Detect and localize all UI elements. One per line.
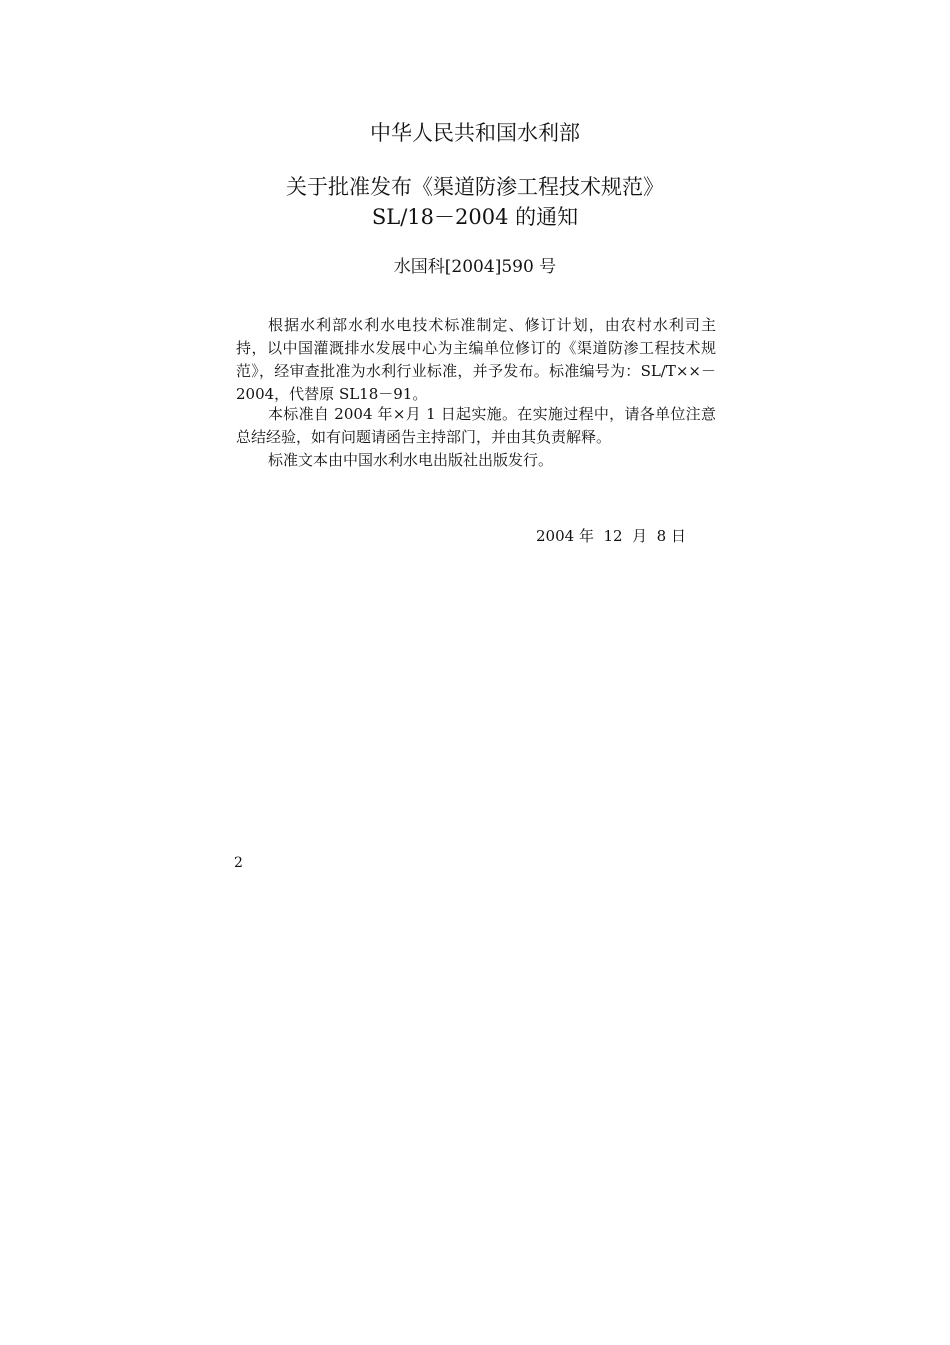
notice-title-line-2: SL/18－2004 的通知 xyxy=(371,205,579,229)
paragraph-text: 标准文本由中国水利水电出版社出版发行。 xyxy=(268,451,554,469)
notice-title-line-1: 关于批准发布《渠道防渗工程技术规范》 xyxy=(286,175,664,199)
page-number: 2 xyxy=(234,855,243,871)
document-number: 水国科[2004]590 号 xyxy=(393,257,557,277)
ministry-heading: 中华人民共和国水利部 xyxy=(370,121,580,145)
body-paragraph-1 xyxy=(236,314,716,406)
body-paragraph-2 xyxy=(236,403,716,449)
paragraph-text: 本标准自 2004 年×月 1 日起实施。在实施过程中，请各单位注意总结经验，如有问题请函告主持部门，并由其负责解释。 xyxy=(236,405,716,446)
body-paragraph-3 xyxy=(236,449,716,472)
issue-date: 2004 年 12 月 8 日 xyxy=(536,527,686,545)
paragraph-text: 根据水利部水利水电技术标准制定、修订计划，由农村水利司主持，以中国灌溉排水发展中心为主编单位修订的《渠道防渗工程技术规范》，经审查批准为水利行业标准，并予发布。标准编号为：SL/T××－2004，代替原 SL18－91。 xyxy=(236,316,716,403)
